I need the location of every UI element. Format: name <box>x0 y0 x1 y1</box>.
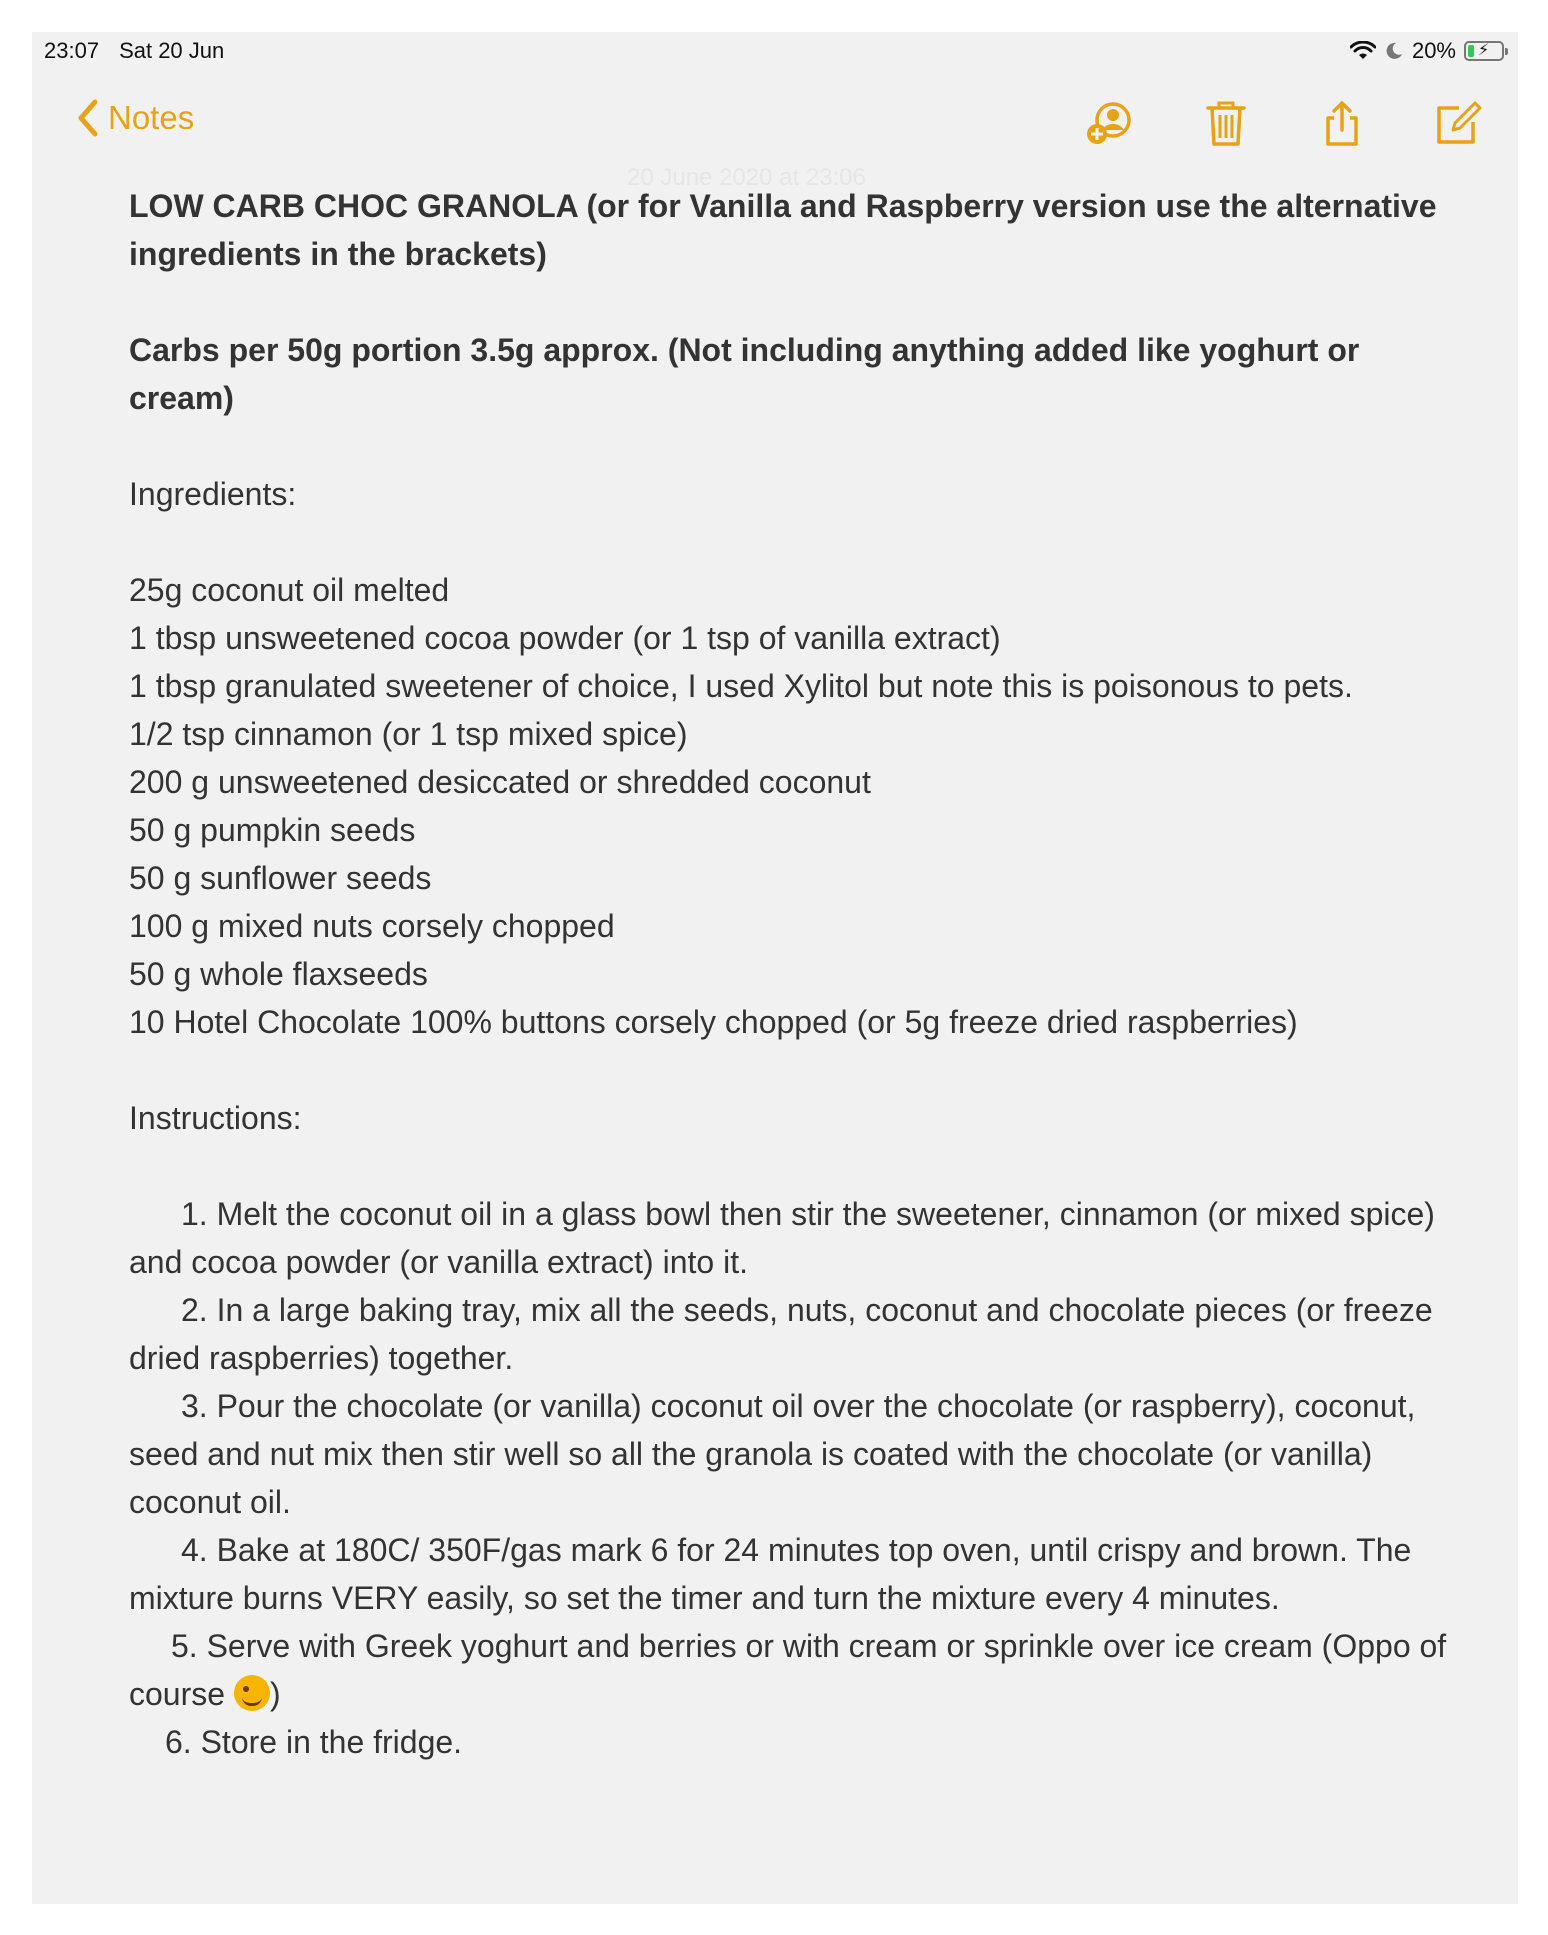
ingredient-item: 1/2 tsp cinnamon (or 1 tsp mixed spice) <box>129 716 688 752</box>
spacer <box>129 1142 1469 1190</box>
note-title: LOW CARB CHOC GRANOLA (or for Vanilla and Raspberry version use the alternative ingredients in the brackets) <box>129 188 1437 272</box>
ingredient-item: 200 g unsweetened desiccated or shredded coconut <box>129 764 871 800</box>
share-icon[interactable] <box>1316 98 1368 150</box>
ingredient-item: 50 g whole flaxseeds <box>129 956 428 992</box>
charging-bolt-icon: ⚡ <box>1478 42 1490 59</box>
instruction-step-5 <box>129 1622 1469 1718</box>
instruction-step-6: 6. Store in the fridge. <box>165 1724 463 1760</box>
battery-icon <box>1464 41 1504 61</box>
ingredient-item: 50 g pumpkin seeds <box>129 812 416 848</box>
step5-end: ) <box>269 1676 281 1712</box>
notes-screen <box>32 32 1518 1904</box>
battery-fill <box>1468 45 1474 57</box>
back-label: Notes <box>108 99 195 136</box>
instruction-step: 3. Pour the chocolate (or vanilla) coconut oil over the chocolate (or raspberry), coconut, seed and nut mix then stir well so all the granola is coated with the chocolate (or vanilla) coconut oil. <box>129 1388 1416 1520</box>
compose-icon[interactable] <box>1431 98 1483 150</box>
ingredient-item: 1 tbsp unsweetened cocoa powder (or 1 tsp of vanilla extract) <box>129 620 1001 656</box>
status-right <box>1350 38 1504 64</box>
add-people-icon[interactable] <box>1084 98 1136 150</box>
chevron-left-icon <box>76 98 100 138</box>
status-bar <box>32 32 1518 72</box>
do-not-disturb-icon <box>1384 41 1404 61</box>
spacer <box>129 422 1469 470</box>
instructions-heading: Instructions: <box>129 1100 302 1136</box>
battery-percent: 20% <box>1411 38 1456 63</box>
ingredient-item: 1 tbsp granulated sweetener of choice, I used Xylitol but note this is poisonous to pets. <box>129 668 1353 704</box>
nav-bar <box>32 92 1518 191</box>
instruction-step: 2. In a large baking tray, mix all the seeds, nuts, coconut and chocolate pieces (or freeze dried raspberries) together. <box>129 1292 1433 1376</box>
ingredient-item: 100 g mixed nuts corsely chopped <box>129 908 615 944</box>
back-button[interactable] <box>76 98 194 138</box>
winking-face-emoji-icon <box>234 1675 270 1711</box>
instruction-step: 1. Melt the coconut oil in a glass bowl then stir the sweetener, cinnamon (or mixed spice) and cocoa powder (or vanilla extract) into it. <box>129 1196 1435 1280</box>
note-body[interactable] <box>129 182 1469 1766</box>
instruction-step: 4. Bake at 180C/ 350F/gas mark 6 for 24 minutes top oven, until crispy and brown. The mixture burns VERY easily, so set the timer and turn the mixture every 4 minutes. <box>129 1532 1412 1616</box>
note-date-ghost: 20 June 2020 at 23:06 <box>627 164 866 191</box>
spacer <box>129 278 1469 326</box>
status-time: 23:07 <box>44 38 100 63</box>
spacer <box>129 1046 1469 1094</box>
ingredients-heading: Ingredients: <box>129 476 297 512</box>
ingredient-item: 25g coconut oil melted <box>129 572 450 608</box>
status-date: Sat 20 Jun <box>119 38 225 63</box>
spacer <box>129 518 1469 566</box>
ingredient-item: 50 g sunflower seeds <box>129 860 432 896</box>
step5-text: 5. Serve with Greek yoghurt and berries or with cream or sprinkle over ice cream (Oppo of course <box>129 1628 1447 1712</box>
ingredient-item: 10 Hotel Chocolate 100% buttons corsely chopped (or 5g freeze dried raspberries) <box>129 1004 1298 1040</box>
wifi-icon <box>1350 41 1376 61</box>
carbs-info: Carbs per 50g portion 3.5g approx. (Not including anything added like yoghurt or cream) <box>129 332 1360 416</box>
trash-icon[interactable] <box>1200 98 1252 150</box>
status-left <box>44 38 224 64</box>
